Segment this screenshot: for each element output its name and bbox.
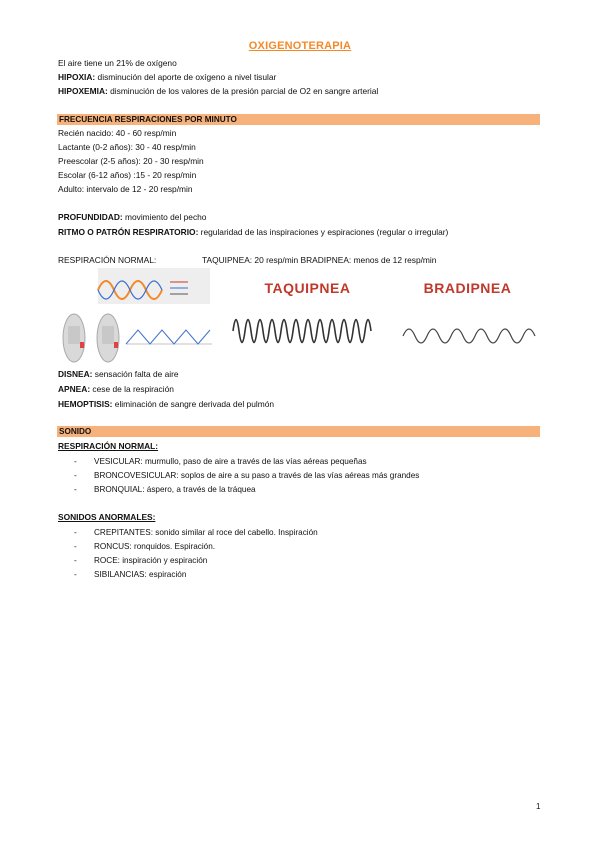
disnea-term: DISNEA: [58,369,93,379]
bullet-dash: - [74,570,77,579]
profundidad-definition: movimiento del pecho [122,212,207,222]
bradipnea-wave-line [403,329,535,343]
taquipnea-figure [225,280,390,356]
taquipnea-wave [225,306,390,356]
disnea-line [58,369,179,380]
ritmo-definition: regularidad de las inspiraciones y espiraciones (regular o irregular) [198,227,449,237]
ritmo-term: RITMO O PATRÓN RESPIRATORIO: [58,227,199,237]
ribcage-2 [102,326,114,344]
bradipnea-figure-label: BRADIPNEA [423,280,512,296]
page-number: 1 [536,802,541,811]
normal-sound-text: BRONCOVESICULAR: soplos de aire a su paso a través de las vías aéreas más grandes [94,471,420,480]
hipoxia-definition: disminución del aporte de oxígeno a nivel tisular [95,72,277,82]
hemoptisis-line [58,399,274,410]
bradipnea-wave [395,306,540,356]
resp-normal-subheading: RESPIRACIÓN NORMAL: [58,441,159,451]
abnormal-sounds-subheading: SONIDOS ANORMALES: [58,512,156,522]
diaphragm-marker-2 [114,342,118,348]
section-bar-frecuencia [57,114,540,125]
hipoxemia-term: HIPOXEMIA: [58,86,108,96]
bullet-dash: - [74,542,77,551]
normal-sound-text: BRONQUIAL: áspero, a través de la tráquea [94,485,256,494]
resp-normal-label: RESPIRACIÓN NORMAL: [58,255,157,265]
apnea-line [58,384,174,395]
freq-line-2: Lactante (0-2 años): 30 - 40 resp/min [58,142,196,152]
hipoxemia-definition: disminución de los valores de la presión parcial de O2 en sangre arterial [107,86,379,96]
normal-sound-text: VESICULAR: murmullo, paso de aire a través de las vías aéreas pequeñas [94,457,367,466]
disnea-definition: sensación falta de aire [92,369,179,379]
bullet-dash: - [74,457,77,466]
freq-line-4: Escolar (6-12 años) :15 - 20 resp/min [58,170,197,180]
bullet-dash: - [74,471,77,480]
taqui-bradi-line: TAQUIPNEA: 20 resp/min BRADIPNEA: menos de 12 resp/min [202,255,437,265]
bullet-dash: - [74,528,77,537]
ribcage-1 [68,326,80,344]
bullet-dash: - [74,485,77,494]
intro-line-3 [58,86,378,97]
intro-line-2 [58,72,276,83]
freq-line-3: Preescolar (2-5 años): 20 - 30 resp/min [58,156,204,166]
freq-line-1: Recién nacido: 40 - 60 resp/min [58,128,177,138]
normal-breathing-figure [58,268,218,364]
profundidad-line [58,212,206,223]
abnormal-sound-text: SIBILANCIAS: espiración [94,570,187,579]
intro-line-1: El aire tiene un 21% de oxígeno [58,58,177,68]
triangle-wave [126,330,210,344]
section-title-frecuencia: FRECUENCIA RESPIRACIONES POR MINUTO [59,115,237,124]
profundidad-term: PROFUNDIDAD: [58,212,123,222]
taquipnea-figure-label: TAQUIPNEA [264,280,351,296]
ritmo-line [58,227,448,238]
hemoptisis-definition: eliminación de sangre derivada del pulmón [112,399,275,409]
freq-line-5: Adulto: intervalo de 12 - 20 resp/min [58,184,193,194]
abnormal-sound-text: CREPITANTES: sonido similar al roce del cabello. Inspiración [94,528,318,537]
hemoptisis-term: HEMOPTISIS: [58,399,113,409]
page-title: OXIGENOTERAPIA [248,40,352,52]
apnea-term: APNEA: [58,384,91,394]
hipoxia-term: HIPOXIA: [58,72,96,82]
section-title-sonido: SONIDO [59,427,92,436]
abnormal-sound-text: RONCUS: ronquidos. Espiración. [94,542,216,551]
bullet-dash: - [74,556,77,565]
taquipnea-wave-line [233,320,371,343]
apnea-definition: cese de la respiración [90,384,174,394]
section-bar-sonido [57,426,540,437]
bradipnea-figure [395,280,540,356]
diaphragm-marker-1 [80,342,84,348]
abnormal-sound-text: ROCE: inspiración y espiración [94,556,208,565]
